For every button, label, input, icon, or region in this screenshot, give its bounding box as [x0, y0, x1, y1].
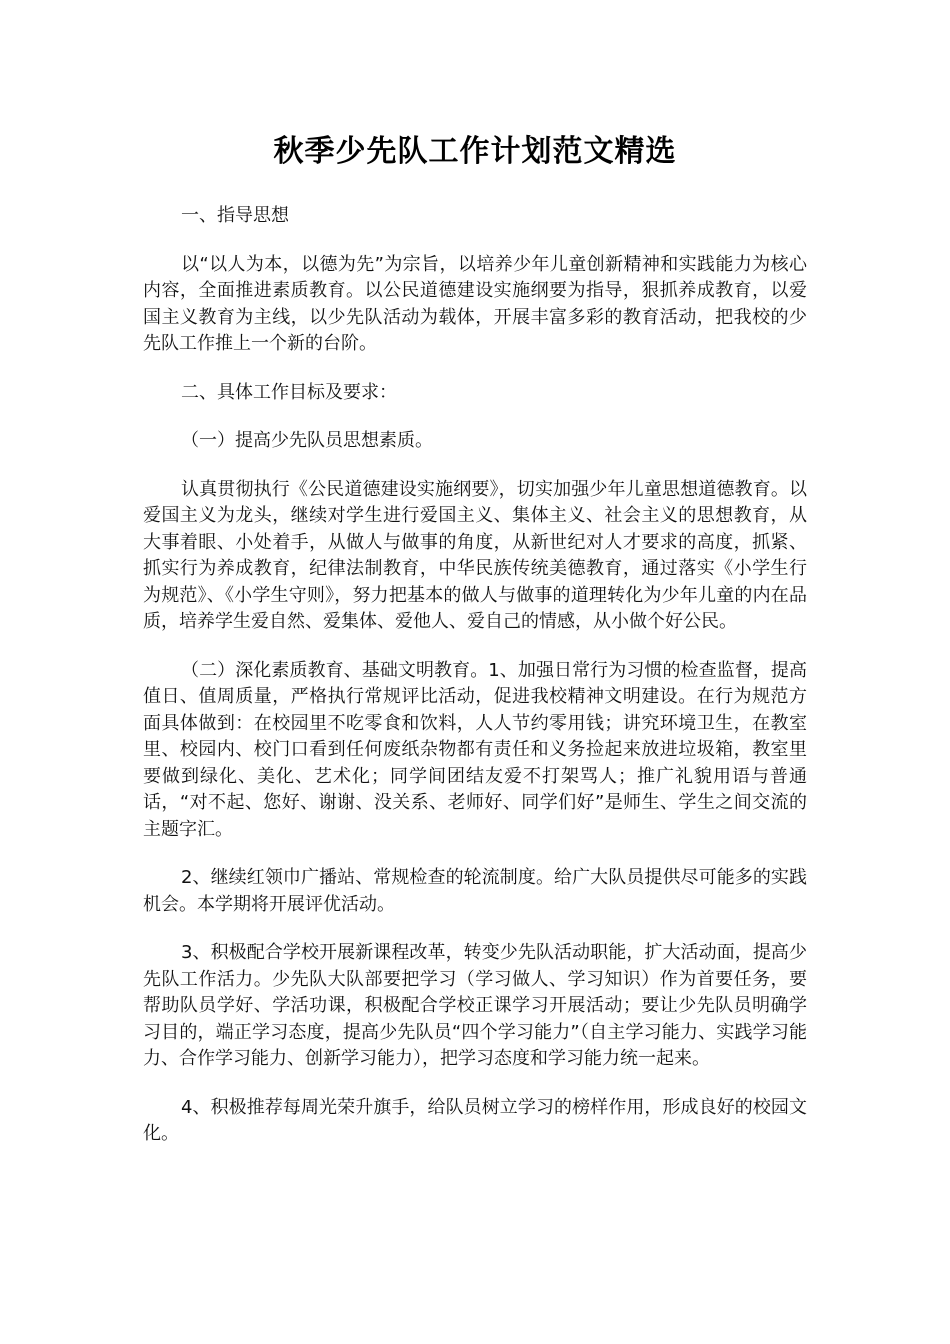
- subsection-heading-1: （一）提高少先队员思想素质。: [181, 430, 433, 451]
- document-title: 秋季少先队工作计划范文精选: [273, 134, 677, 169]
- paragraph-item-2: 2、继续红领巾广播站、常规检查的轮流制度。给广大队员提供尽可能多的实践机会。本学期将开展评优活动。: [143, 867, 807, 915]
- section-heading-work-goals: 二、具体工作目标及要求：: [181, 381, 397, 403]
- paragraph-item-3: 3、积极配合学校开展新课程改革，转变少先队活动职能，扩大活动面，提高少先队工作活力。少先队大队部要把学习（学习做人、学习知识）作为首要任务，要帮助队员学好、学活功课，积极配合学校正课学习开展活动；要让少先队员明确学习目的，端正学习态度，提高少先队员“四个学习能力”（自主学习能力、实践学习能力、合作学习能力、创新学习能力），把学习态度和学习能力统一起来。: [143, 942, 807, 1069]
- paragraph-item-4: 4、积极推荐每周光荣升旗手，给队员树立学习的榜样作用，形成良好的校园文化。: [143, 1096, 807, 1144]
- paragraph-guiding-ideology: 以“以人为本，以德为先”为宗旨，以培养少年儿童创新精神和实践能力为核心内容，全面推进素质教育。以公民道德建设实施纲要为指导，狠抓养成教育，以爱国主义教育为主线，以少先队活动为载体，开展丰富多彩的教育活动，把我校的少先队工作推上一个新的台阶。: [143, 253, 807, 354]
- paragraph-civility-education: （二）深化素质教育、基础文明教育。1、加强日常行为习惯的检查监督，提高值日、值周质量，严格执行常规评比活动，促进我校精神文明建设。在行为规范方面具体做到：在校园里不吃零食和饮料，人人节约零用钱；讲究环境卫生，在教室里、校园内、校门口看到任何废纸杂物都有责任和义务捡起来放进垃圾箱，教室里要做到绿化、美化、艺术化；同学间团结友爱不打架骂人；推广礼貌用语与普通话，“对不起、您好、谢谢、没关系、老师好、同学们好”是师生、学生之间交流的主题字汇。: [143, 659, 807, 840]
- section-heading-guiding-ideology: 一、指导思想: [181, 205, 289, 226]
- document-body: [143, 203, 807, 1170]
- paragraph-moral-education: 认真贯彻执行《公民道德建设实施纲要》，切实加强少年儿童思想道德教育。以爱国主义为龙头，继续对学生进行爱国主义、集体主义、社会主义的思想教育，从大事着眼、小处着手，从做人与做事的角度，从新世纪对人才要求的高度，抓紧、抓实行为养成教育，纪律法制教育，中华民族传统美德教育，通过落实《小学生行为规范》、《小学生守则》，努力把基本的做人与做事的道理转化为少年儿童的内在品质，培养学生爱自然、爱集体、爱他人、爱自己的情感，从小做个好公民。: [143, 478, 807, 632]
